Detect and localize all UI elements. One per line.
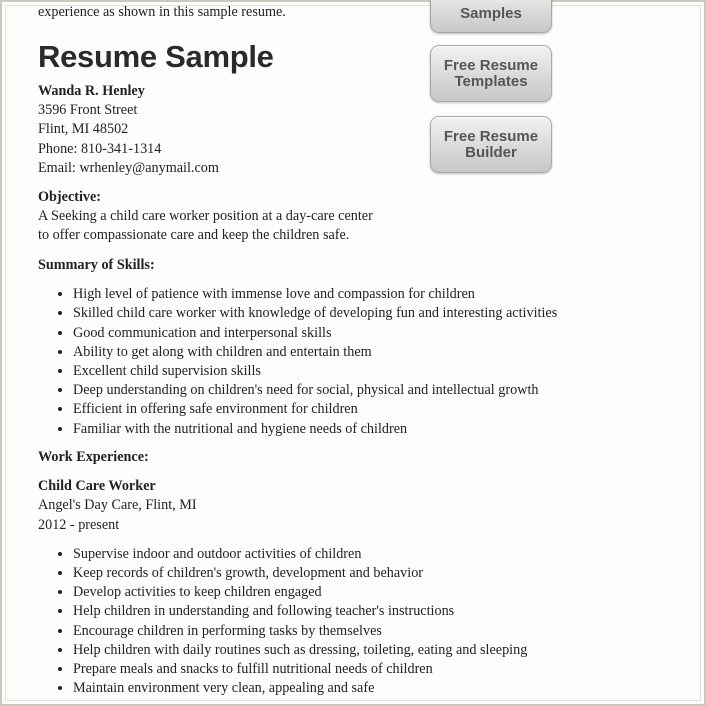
page-title: Resume Sample [38,39,274,74]
list-item: • Encourage children in performing tasks by themselves [73,622,527,641]
intro-text: experience as shown in this sample resume. [38,4,286,20]
samples-button[interactable] [430,0,552,33]
contact-email: Email: wrhenley@anymail.com [38,159,219,176]
list-item: • Maintain environment very clean, appealing and safe [73,679,527,698]
list-item: • Deep understanding on children's need for social, physical and intellectual growth [73,381,557,400]
work-heading: Work Experience: [38,449,149,465]
list-item: • Keep records of children's growth, development and behavior [73,564,527,583]
list-item: • Efficient in offering safe environment for children [73,400,557,419]
builder-button-line-2: Builder [465,143,517,161]
list-item: • Prepare meals and snacks to fulfill nutritional needs of children [73,660,527,679]
objective-line-1: A Seeking a child care worker position at a day-care center [38,208,373,225]
objective-heading: Objective: [38,189,102,205]
contact-city: Flint, MI 48502 [38,121,129,138]
list-item: • Help children with daily routines such as dressing, toileting, eating and sleeping [73,641,527,660]
list-item: • Ability to get along with children and entertain them [73,343,557,362]
objective-line-2: to offer compassionate care and keep the children safe. [38,227,350,244]
list-item: • Supervise indoor and outdoor activities of children [73,545,527,564]
list-item: • Develop activities to keep children engaged [73,583,527,602]
list-item: • Excellent child supervision skills [73,362,557,381]
list-item: • Familiar with the nutritional and hygiene needs of children [73,420,557,439]
free-resume-builder-button[interactable] [430,116,552,173]
skills-heading: Summary of Skills: [38,257,155,273]
duties-list [38,545,527,699]
templates-button-line-1: Free Resume [443,56,539,74]
contact-name: Wanda R. Henley [38,83,145,99]
job-employer: Angel's Day Care, Flint, MI [38,497,197,514]
free-resume-templates-button[interactable] [430,45,552,102]
contact-block [38,82,219,178]
list-item: • High level of patience with immense love and compassion for children [73,285,557,304]
list-item: • Good communication and interpersonal skills [73,324,557,343]
contact-street: 3596 Front Street [38,102,138,119]
builder-button-line-1: Free Resume [443,127,539,145]
templates-button-line-2: Templates [454,72,528,90]
samples-button-label: Samples [460,5,522,22]
skills-list [38,285,557,439]
list-item: • Skilled child care worker with knowledge of developing fun and interesting activities [73,304,557,323]
job-title: Child Care Worker [38,478,156,495]
objective-section [38,188,373,246]
list-item: • Help children in understanding and following teacher's instructions [73,602,527,621]
skills-section [38,256,557,439]
contact-phone: Phone: 810-341-1314 [38,140,162,157]
job-dates: 2012 - present [38,516,120,533]
work-section [38,448,527,698]
